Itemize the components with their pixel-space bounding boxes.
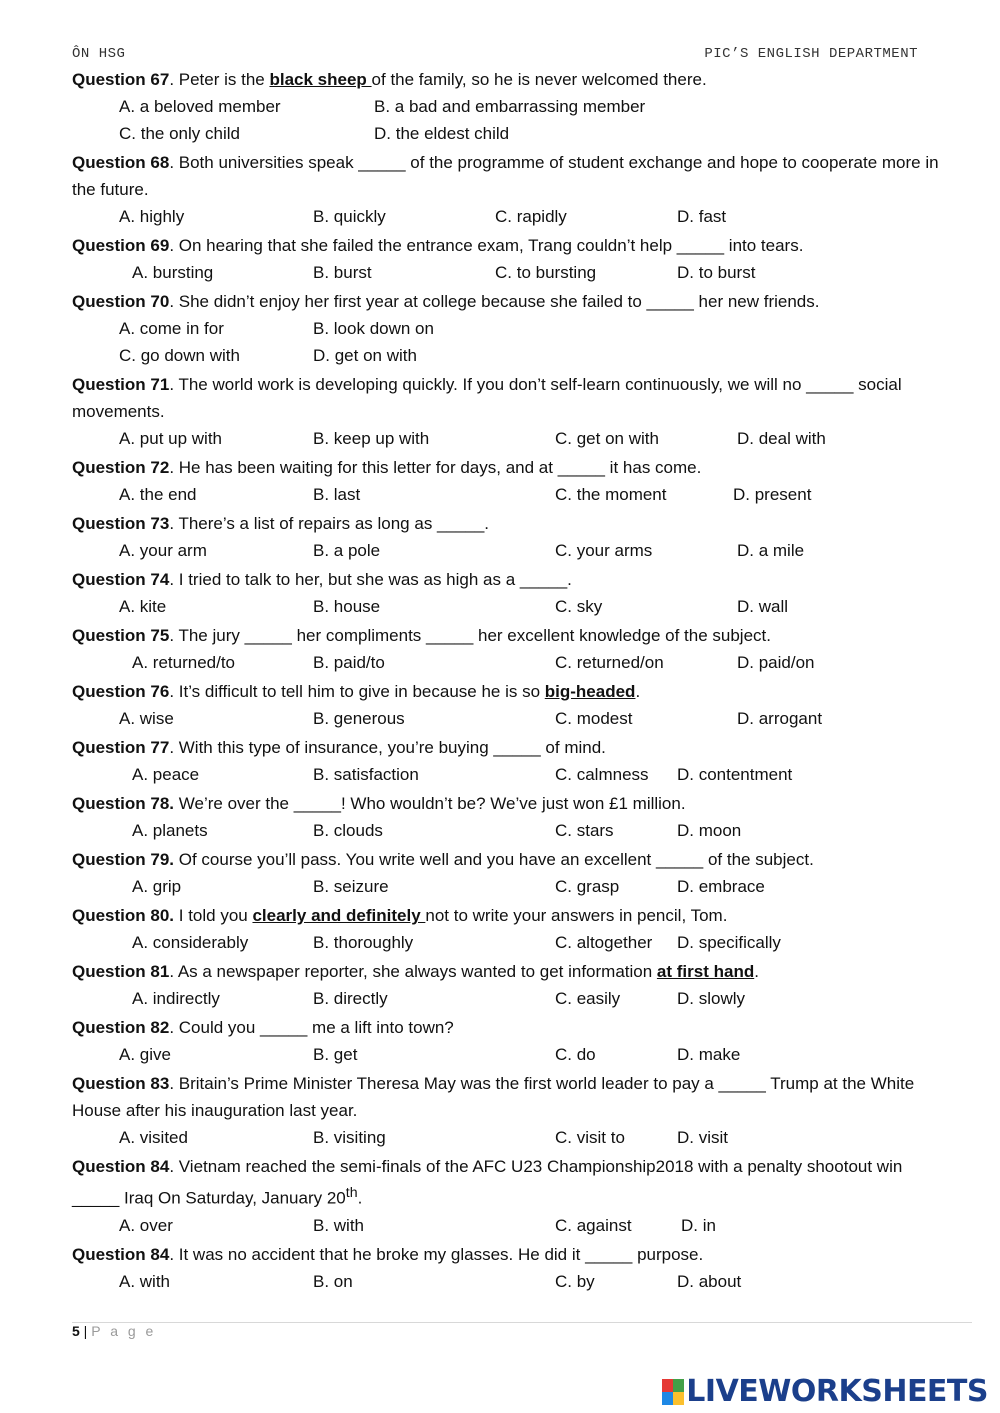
- superscript: th: [345, 1185, 358, 1201]
- answer-options: [72, 817, 952, 844]
- answer-option[interactable]: A. bursting: [132, 263, 214, 282]
- header-right: PIC’S ENGLISH DEPARTMENT: [704, 46, 918, 62]
- answer-options: [72, 1124, 952, 1151]
- answer-options: [72, 93, 952, 120]
- answer-option[interactable]: A. planets: [132, 821, 208, 840]
- answer-option[interactable]: A. kite: [119, 597, 167, 616]
- logo-cell: [673, 1379, 684, 1392]
- answer-option[interactable]: B. burst: [313, 263, 372, 282]
- page-separator: |: [79, 1323, 92, 1339]
- answer-option[interactable]: C. altogether: [555, 933, 653, 952]
- question-number: Question 76: [72, 682, 170, 701]
- answer-option[interactable]: D. make: [677, 1045, 741, 1064]
- answer-option[interactable]: C. rapidly: [495, 207, 567, 226]
- question-stem: [72, 1241, 952, 1268]
- answer-option[interactable]: B. generous: [313, 709, 405, 728]
- answer-option[interactable]: A. the end: [119, 485, 197, 504]
- answer-option[interactable]: C. visit to: [555, 1128, 625, 1147]
- answer-option[interactable]: C. get on with: [555, 429, 659, 448]
- question-stem: [72, 454, 952, 481]
- question-text: . As a newspaper reporter, she always wanted to get information: [169, 962, 657, 981]
- question-text: . It’s difficult to tell him to give in because he is so: [169, 682, 545, 701]
- answer-option[interactable]: D. in: [681, 1215, 716, 1235]
- answer-option[interactable]: B. with: [313, 1215, 365, 1235]
- question-text-end: .: [635, 682, 641, 701]
- answer-options: [72, 761, 952, 788]
- underlined-phrase: clearly and definitely: [252, 906, 426, 925]
- question-number: Question 83: [72, 1074, 170, 1093]
- question-text-end: .: [357, 1188, 363, 1208]
- question-number: Question 72: [72, 458, 170, 477]
- answer-option[interactable]: C. by: [555, 1271, 595, 1291]
- header-left: ÔN HSG: [72, 46, 126, 62]
- question-text: . Peter is the: [169, 70, 270, 89]
- answer-option[interactable]: B. clouds: [313, 821, 383, 840]
- answer-option[interactable]: B. seizure: [313, 877, 389, 896]
- answer-option[interactable]: D. a mile: [737, 541, 805, 560]
- question-text: . I tried to talk to her, but she was as high as a _____.: [169, 570, 572, 589]
- answer-options: [72, 259, 952, 286]
- question-text: . With this type of insurance, you’re buying _____ of mind.: [169, 738, 606, 757]
- answer-option[interactable]: B. house: [313, 597, 381, 616]
- answer-option[interactable]: A. grip: [132, 877, 182, 896]
- question-text: . The world work is developing quickly. If you don’t self-learn continuously, we will no _____ social movements.: [72, 375, 902, 421]
- question-number: Question 79.: [72, 850, 175, 869]
- answer-option[interactable]: C. stars: [555, 821, 614, 840]
- question-stem: [72, 846, 952, 873]
- answer-option[interactable]: D. about: [677, 1271, 742, 1291]
- answer-option[interactable]: A. over: [119, 1215, 173, 1235]
- question-number: Question 69: [72, 236, 170, 255]
- answer-option[interactable]: B. get: [313, 1045, 358, 1064]
- answer-options: [72, 649, 952, 676]
- answer-option[interactable]: B. a pole: [313, 541, 381, 560]
- answer-options: [72, 537, 952, 564]
- question-stem: [72, 1070, 952, 1124]
- question-stem: [72, 902, 952, 929]
- question-list: [72, 66, 952, 1295]
- answer-option[interactable]: C. the moment: [555, 485, 667, 504]
- answer-option[interactable]: A. a beloved member: [119, 97, 281, 116]
- answer-option[interactable]: A. highly: [119, 207, 185, 226]
- page-footer: [72, 1323, 156, 1339]
- question-number: Question 82: [72, 1018, 170, 1037]
- question-text: . She didn’t enjoy her first year at college because she failed to _____ her new friends.: [169, 292, 820, 311]
- answer-option[interactable]: C. modest: [555, 709, 633, 728]
- question-number: Question 77: [72, 738, 170, 757]
- answer-options: [72, 705, 952, 732]
- answer-option[interactable]: A. put up with: [119, 429, 223, 448]
- answer-options: [72, 481, 952, 508]
- answer-options: [72, 315, 952, 342]
- question-number: Question 80.: [72, 906, 175, 925]
- underlined-phrase: black sheep: [269, 70, 372, 89]
- answer-option[interactable]: B. visiting: [313, 1128, 386, 1147]
- question-number: Question 78.: [72, 794, 175, 813]
- answer-option[interactable]: B. on: [313, 1271, 353, 1291]
- answer-option[interactable]: C. sky: [555, 597, 603, 616]
- answer-option[interactable]: A. indirectly: [132, 989, 220, 1008]
- answer-option[interactable]: D. specifically: [677, 933, 781, 952]
- question-text: We’re over the _____! Who wouldn’t be? We’ve just won £1 million.: [174, 794, 686, 813]
- answer-option[interactable]: B. a bad and embarrassing member: [374, 97, 646, 116]
- question-stem: [72, 958, 952, 985]
- answer-options: [72, 203, 952, 230]
- question-number: Question 75: [72, 626, 170, 645]
- question-text: I told you: [174, 906, 253, 925]
- answer-option[interactable]: D. paid/on: [737, 653, 815, 672]
- logo-icon: [662, 1379, 684, 1405]
- answer-option[interactable]: A. give: [119, 1045, 171, 1064]
- answer-option[interactable]: D. slowly: [677, 989, 746, 1008]
- question-text: . Could you _____ me a lift into town?: [169, 1018, 454, 1037]
- answer-option[interactable]: C. do: [555, 1045, 596, 1064]
- question-stem: [72, 1153, 952, 1212]
- answer-option[interactable]: C. against: [555, 1215, 632, 1235]
- answer-options: [72, 985, 952, 1012]
- page-label: P a g e: [91, 1323, 157, 1339]
- answer-option[interactable]: D. wall: [737, 597, 789, 616]
- logo-cell: [662, 1392, 673, 1405]
- answer-option[interactable]: D. get on with: [313, 346, 417, 365]
- answer-option[interactable]: A. returned/to: [132, 653, 236, 672]
- question-text: . Both universities speak _____ of the programme of student exchange and hope to cooperate more in the future.: [72, 153, 939, 199]
- answer-options: [72, 873, 952, 900]
- question-text-end: of the family, so he is never welcomed there.: [371, 70, 707, 89]
- question-number: Question 84: [72, 1244, 170, 1264]
- question-text: . Vietnam reached the semi-finals of the AFC U23 Championship2018 with a penalty shootout win _____ Iraq On Saturday, January 20: [72, 1157, 903, 1208]
- answer-option[interactable]: C. go down with: [119, 346, 240, 365]
- underlined-phrase: at first hand: [656, 962, 755, 981]
- question-stem: [72, 66, 952, 93]
- answer-options: [72, 593, 952, 620]
- answer-option[interactable]: D. fast: [677, 207, 727, 226]
- answer-option[interactable]: C. returned/on: [555, 653, 664, 672]
- question-text: . There’s a list of repairs as long as _____.: [169, 514, 490, 533]
- question-number: Question 81: [72, 962, 170, 981]
- question-number: Question 70: [72, 292, 170, 311]
- answer-option[interactable]: B. quickly: [313, 207, 386, 226]
- answer-option[interactable]: D. present: [733, 485, 812, 504]
- answer-option[interactable]: C. to bursting: [495, 263, 597, 282]
- question-stem: [72, 734, 952, 761]
- answer-option[interactable]: D. contentment: [677, 765, 793, 784]
- answer-option[interactable]: C. the only child: [119, 124, 240, 143]
- footer-divider: [72, 1322, 972, 1323]
- question-stem: [72, 566, 952, 593]
- answer-options: [72, 929, 952, 956]
- answer-option[interactable]: A. your arm: [119, 541, 207, 560]
- answer-options: [72, 342, 952, 369]
- answer-option[interactable]: D. to burst: [677, 263, 756, 282]
- logo-cell: [673, 1392, 684, 1405]
- question-text: . The jury _____ her compliments _____ her excellent knowledge of the subject.: [169, 626, 771, 645]
- answer-option[interactable]: A. with: [119, 1271, 171, 1291]
- answer-option[interactable]: B. last: [313, 485, 361, 504]
- liveworksheets-logo: [662, 1374, 988, 1409]
- page-number: 5: [72, 1323, 80, 1339]
- question-text-end: .: [754, 962, 759, 981]
- answer-option[interactable]: A. considerably: [132, 933, 249, 952]
- question-stem: [72, 678, 952, 705]
- answer-option[interactable]: A. wise: [119, 709, 174, 728]
- question-text: . He has been waiting for this letter for days, and at _____ it has come.: [169, 458, 702, 477]
- answer-option[interactable]: D. embrace: [677, 877, 765, 896]
- question-stem: [72, 510, 952, 537]
- answer-options: [72, 1041, 952, 1068]
- answer-options: [72, 1212, 952, 1239]
- answer-options: [72, 425, 952, 452]
- question-stem: [72, 1014, 952, 1041]
- question-stem: [72, 371, 952, 425]
- logo-text: LIVEWORKSHEETS: [686, 1374, 988, 1409]
- question-text-end: not to write your answers in pencil, Tom.: [425, 906, 728, 925]
- answer-option[interactable]: A. visited: [119, 1128, 188, 1147]
- answer-option[interactable]: B. thoroughly: [313, 933, 414, 952]
- question-number: Question 73: [72, 514, 170, 533]
- question-number: Question 67: [72, 70, 170, 89]
- question-stem: [72, 790, 952, 817]
- question-stem: [72, 622, 952, 649]
- answer-option[interactable]: B. paid/to: [313, 653, 385, 672]
- question-stem: [72, 232, 952, 259]
- answer-options: [72, 120, 952, 147]
- underlined-phrase: big-headed: [544, 682, 636, 701]
- question-text: . Britain’s Prime Minister Theresa May was the first world leader to pay a _____ Trump at the White House after his inauguration last year.: [72, 1074, 915, 1120]
- answer-option[interactable]: D. visit: [677, 1128, 728, 1147]
- question-number: Question 74: [72, 570, 170, 589]
- answer-option[interactable]: C. your arms: [555, 541, 653, 560]
- answer-option[interactable]: A. peace: [132, 765, 200, 784]
- question-stem: [72, 149, 952, 203]
- answer-option[interactable]: B. satisfaction: [313, 765, 419, 784]
- answer-option[interactable]: D. the eldest child: [374, 124, 510, 143]
- answer-option[interactable]: B. look down on: [313, 319, 434, 338]
- answer-option[interactable]: C. easily: [555, 989, 621, 1008]
- question-number: Question 84: [72, 1157, 170, 1176]
- question-text: . On hearing that she failed the entrance exam, Trang couldn’t help _____ into tears.: [169, 236, 804, 255]
- answer-option[interactable]: C. calmness: [555, 765, 649, 784]
- question-text: Of course you’ll pass. You write well and you have an excellent _____ of the subject.: [174, 850, 814, 869]
- answer-option[interactable]: B. keep up with: [313, 429, 430, 448]
- question-number: Question 71: [72, 375, 170, 394]
- logo-cell: [662, 1379, 673, 1392]
- question-text: . It was no accident that he broke my glasses. He did it _____ purpose.: [169, 1244, 704, 1264]
- answer-option[interactable]: D. moon: [677, 821, 742, 840]
- answer-options: [72, 1268, 952, 1295]
- answer-option[interactable]: B. directly: [313, 989, 388, 1008]
- question-number: Question 68: [72, 153, 170, 172]
- question-stem: [72, 288, 952, 315]
- answer-option[interactable]: D. arrogant: [737, 709, 823, 728]
- answer-option[interactable]: D. deal with: [737, 429, 826, 448]
- answer-option[interactable]: C. grasp: [555, 877, 620, 896]
- answer-option[interactable]: A. come in for: [119, 319, 224, 338]
